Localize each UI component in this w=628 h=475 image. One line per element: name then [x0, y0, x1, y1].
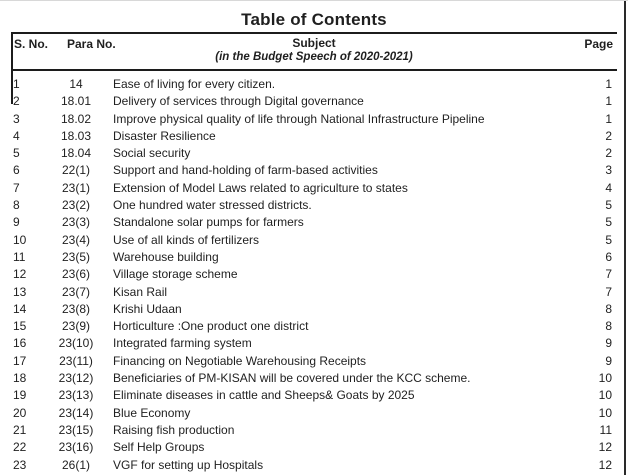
column-header-subject-label: Subject: [292, 36, 336, 50]
cell-sno: 6: [13, 163, 20, 178]
cell-subject: Krishi Udaan: [113, 301, 182, 316]
right-border-line: [624, 1, 626, 475]
cell-para-no: 14: [69, 77, 83, 91]
table-row: [11, 301, 617, 318]
cell-sno: 2: [13, 94, 20, 109]
cell-para-no: 26(1): [61, 457, 90, 472]
cell-sno: 18: [13, 371, 27, 386]
table-row: [11, 335, 617, 352]
cell-para-no: 23(3): [61, 215, 90, 230]
cell-sno: 14: [13, 301, 27, 316]
cell-para-no: 23(15): [58, 422, 94, 437]
cell-sno: 5: [13, 146, 20, 161]
table-row: [11, 387, 617, 404]
cell-sno: 3: [13, 111, 20, 126]
table-row: [11, 214, 617, 231]
column-header-page: Page: [584, 37, 613, 51]
cell-page: 7: [605, 284, 612, 299]
cell-sno: 17: [13, 353, 27, 368]
table-row: [11, 353, 617, 370]
cell-sno: 15: [13, 319, 27, 334]
cell-para-no: 22(1): [61, 163, 90, 178]
table-row: [11, 439, 617, 456]
cell-page: 2: [605, 128, 612, 143]
table-row: [11, 370, 617, 387]
table-row: [11, 422, 617, 439]
cell-subject: Financing on Negotiable Warehousing Receipts: [113, 353, 367, 368]
cell-page: 10: [598, 388, 612, 403]
cell-page: 5: [605, 198, 612, 213]
cell-subject: Support and hand-holding of farm-based activities: [113, 163, 378, 178]
table-header: [11, 32, 617, 71]
cell-para-no: 23(7): [61, 284, 90, 299]
table-row: [11, 405, 617, 422]
table-row: [11, 266, 617, 283]
cell-para-no: 23(6): [61, 267, 90, 282]
cell-subject: Integrated farming system: [113, 336, 252, 351]
cell-para-no: 23(12): [58, 371, 94, 386]
cell-page: 8: [605, 301, 612, 316]
cell-page: 12: [598, 440, 612, 455]
cell-page: 8: [605, 319, 612, 334]
cell-sno: 7: [13, 180, 20, 195]
table-row: [11, 93, 617, 110]
column-header-sno: S. No.: [14, 37, 49, 51]
cell-sno: 1: [13, 77, 20, 91]
table-row: [11, 128, 617, 145]
cell-para-no: 23(5): [61, 249, 90, 264]
table-row: [11, 318, 617, 335]
cell-subject: VGF for setting up Hospitals: [113, 457, 264, 472]
cell-page: 1: [605, 94, 612, 109]
cell-page: 2: [605, 146, 612, 161]
column-header-subject-note: (in the Budget Speech of 2020-2021): [215, 51, 413, 63]
cell-para-no: 23(2): [61, 198, 90, 213]
cell-page: 9: [605, 353, 612, 368]
cell-subject: Ease of living for every citizen.: [113, 77, 276, 91]
cell-subject: Use of all kinds of fertilizers: [113, 232, 260, 247]
cell-page: 11: [599, 422, 612, 437]
cell-subject: Horticulture :One product one district: [113, 319, 309, 334]
cell-para-no: 23(9): [61, 319, 90, 334]
cell-subject: Beneficiaries of PM-KISAN will be covered under the KCC scheme.: [113, 371, 471, 386]
table-row: [11, 284, 617, 301]
column-header-subject: [11, 36, 617, 64]
cell-sno: 10: [13, 232, 27, 247]
cell-sno: 21: [13, 422, 27, 437]
cell-para-no: 18.02: [60, 111, 92, 126]
cell-sno: 20: [13, 405, 27, 420]
table-row: [11, 145, 617, 162]
cell-para-no: 23(11): [59, 353, 93, 368]
cell-page: 4: [605, 180, 612, 195]
cell-sno: 16: [13, 336, 27, 351]
cell-page: 12: [598, 457, 612, 472]
cell-para-no: 18.04: [60, 146, 92, 161]
cell-para-no: 23(1): [61, 180, 90, 195]
cell-page: 7: [605, 267, 612, 282]
cell-subject: Self Help Groups: [113, 440, 205, 455]
cell-para-no: 18.03: [60, 128, 92, 143]
cell-subject: Warehouse building: [113, 249, 219, 264]
table-row: [11, 232, 617, 249]
cell-sno: 13: [13, 284, 27, 299]
table-row: [11, 249, 617, 266]
cell-page: 1: [605, 111, 612, 126]
cell-para-no: 23(10): [58, 336, 94, 351]
cell-para-no: 23(16): [58, 440, 94, 455]
cell-sno: 11: [13, 249, 26, 264]
cell-para-no: 23(4): [61, 232, 90, 247]
cell-para-no: 18.01: [60, 94, 92, 109]
table-row: [11, 457, 617, 474]
table-row: [11, 162, 617, 179]
cell-page: 9: [605, 336, 612, 351]
cell-subject: Standalone solar pumps for farmers: [113, 215, 304, 230]
cell-sno: 4: [13, 128, 20, 143]
cell-page: 10: [598, 405, 612, 420]
cell-subject: Village storage scheme: [113, 267, 238, 282]
table-row: [11, 180, 617, 197]
cell-para-no: 23(14): [58, 405, 94, 420]
cell-para-no: 23(8): [61, 301, 90, 316]
left-border-line: [11, 33, 13, 104]
cell-subject: Kisan Rail: [113, 284, 168, 299]
cell-sno: 12: [13, 267, 27, 282]
cell-subject: Improve physical quality of life through National Infrastructure Pipeline: [113, 111, 485, 126]
cell-subject: Social security: [113, 146, 191, 161]
table-row: [11, 197, 617, 214]
cell-sno: 9: [13, 215, 20, 230]
page-title: Table of Contents: [241, 10, 387, 29]
cell-sno: 19: [13, 388, 27, 403]
toc-rows: [11, 76, 617, 474]
cell-subject: Eliminate diseases in cattle and Sheeps& Goats by 2025: [113, 388, 415, 403]
cell-page: 1: [605, 77, 612, 91]
cell-sno: 8: [13, 198, 20, 213]
table-row: [11, 76, 617, 93]
table-row: [11, 111, 617, 128]
cell-page: 5: [605, 215, 612, 230]
cell-para-no: 23(13): [58, 388, 94, 403]
cell-page: 6: [605, 249, 612, 264]
cell-subject: Blue Economy: [113, 405, 191, 420]
cell-subject: Delivery of services through Digital governance: [113, 94, 364, 109]
column-header-para-no: Para No.: [67, 37, 116, 51]
cell-sno: 23: [13, 457, 27, 472]
cell-sno: 22: [13, 440, 27, 455]
cell-subject: One hundred water stressed districts.: [113, 198, 312, 213]
cell-page: 10: [598, 371, 612, 386]
cell-page: 5: [605, 232, 612, 247]
cell-subject: Extension of Model Laws related to agriculture to states: [113, 180, 408, 195]
cell-subject: Raising fish production: [113, 422, 235, 437]
cell-subject: Disaster Resilience: [113, 128, 216, 143]
cell-page: 3: [605, 163, 612, 178]
